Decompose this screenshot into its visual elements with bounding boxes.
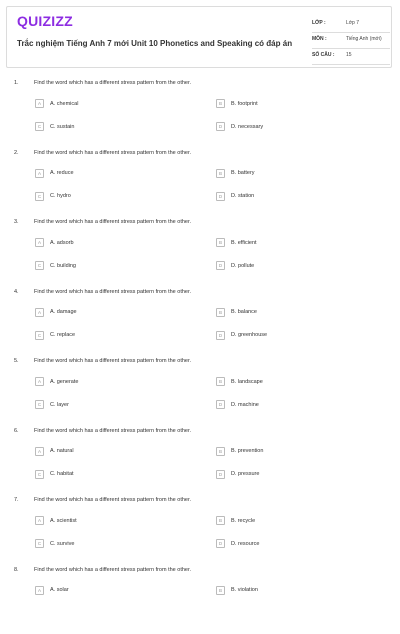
- option-text: C. replace: [50, 332, 75, 338]
- option-letter-box[interactable]: B: [216, 377, 225, 386]
- question-number: 1.: [14, 80, 19, 86]
- question-item: [0, 495, 400, 565]
- option-letter-box[interactable]: D: [216, 539, 225, 548]
- option-letter-box[interactable]: B: [216, 308, 225, 317]
- option-text: A. adsorb: [50, 240, 74, 246]
- option-text: B. violation: [231, 587, 258, 593]
- option-letter-box[interactable]: C: [35, 331, 44, 340]
- question-text: Find the word which has a different stress pattern from the other.: [34, 80, 191, 86]
- subject-row: [312, 33, 390, 49]
- question-number: 7.: [14, 497, 19, 503]
- option-letter-box[interactable]: B: [216, 516, 225, 525]
- option-letter-box[interactable]: A: [35, 308, 44, 317]
- option-text: A. damage: [50, 309, 77, 315]
- question-text: Find the word which has a different stress pattern from the other.: [34, 428, 191, 434]
- count-row: [312, 49, 390, 65]
- option-text: C. hydro: [50, 193, 71, 199]
- option-text: B. efficient: [231, 240, 257, 246]
- question-number: 4.: [14, 289, 19, 295]
- option-letter-box[interactable]: C: [35, 192, 44, 201]
- option-letter-box[interactable]: D: [216, 122, 225, 131]
- option-letter-box[interactable]: D: [216, 192, 225, 201]
- question-list: [0, 78, 400, 634]
- option-letter-box[interactable]: C: [35, 261, 44, 270]
- question-item: [0, 426, 400, 496]
- option-text: C. habitat: [50, 471, 74, 477]
- quizizz-logo[interactable]: QUIZIZZ: [17, 13, 73, 29]
- option-text: B. footprint: [231, 101, 258, 107]
- question-item: [0, 148, 400, 218]
- question-number: 3.: [14, 219, 19, 225]
- subject-value: Tiếng Anh (mới): [346, 36, 382, 42]
- question-text: Find the word which has a different stress pattern from the other.: [34, 567, 191, 573]
- option-letter-box[interactable]: A: [35, 238, 44, 247]
- count-value: 15: [346, 52, 352, 58]
- option-letter-box[interactable]: C: [35, 400, 44, 409]
- option-letter-box[interactable]: B: [216, 238, 225, 247]
- question-number: 8.: [14, 567, 19, 573]
- option-text: D. pollute: [231, 263, 254, 269]
- option-text: A. generate: [50, 379, 78, 385]
- option-letter-box[interactable]: A: [35, 586, 44, 595]
- question-text: Find the word which has a different stress pattern from the other.: [34, 358, 191, 364]
- option-letter-box[interactable]: A: [35, 169, 44, 178]
- page-title: Trắc nghiệm Tiếng Anh 7 mới Unit 10 Phonetics and Speaking có đáp án: [17, 39, 292, 48]
- option-letter-box[interactable]: D: [216, 470, 225, 479]
- option-text: C. survive: [50, 541, 74, 547]
- option-letter-box[interactable]: C: [35, 470, 44, 479]
- option-letter-box[interactable]: A: [35, 377, 44, 386]
- option-text: A. natural: [50, 448, 74, 454]
- question-number: 2.: [14, 150, 19, 156]
- option-text: D. resource: [231, 541, 259, 547]
- option-letter-box[interactable]: A: [35, 99, 44, 108]
- question-item: [0, 565, 400, 634]
- subject-label: MÔN :: [312, 36, 327, 42]
- question-item: [0, 287, 400, 357]
- option-text: C. sustain: [50, 124, 74, 130]
- question-item: [0, 78, 400, 148]
- option-letter-box[interactable]: A: [35, 447, 44, 456]
- option-text: A. chemical: [50, 101, 78, 107]
- question-text: Find the word which has a different stress pattern from the other.: [34, 497, 191, 503]
- option-text: A. solar: [50, 587, 69, 593]
- option-text: D. necessary: [231, 124, 263, 130]
- question-text: Find the word which has a different stress pattern from the other.: [34, 219, 191, 225]
- question-text: Find the word which has a different stress pattern from the other.: [34, 150, 191, 156]
- count-label: SỐ CÂU :: [312, 52, 335, 58]
- grade-row: [312, 17, 390, 33]
- worksheet-header: [6, 6, 392, 68]
- option-text: B. balance: [231, 309, 257, 315]
- grade-label: LỚP :: [312, 20, 326, 26]
- option-letter-box[interactable]: B: [216, 169, 225, 178]
- option-text: A. reduce: [50, 170, 74, 176]
- question-number: 5.: [14, 358, 19, 364]
- option-letter-box[interactable]: C: [35, 539, 44, 548]
- option-text: A. scientist: [50, 518, 77, 524]
- option-text: D. pressure: [231, 471, 259, 477]
- option-letter-box[interactable]: D: [216, 331, 225, 340]
- option-letter-box[interactable]: B: [216, 447, 225, 456]
- option-letter-box[interactable]: D: [216, 400, 225, 409]
- question-text: Find the word which has a different stress pattern from the other.: [34, 289, 191, 295]
- option-text: B. landscape: [231, 379, 263, 385]
- question-item: [0, 356, 400, 426]
- question-number: 6.: [14, 428, 19, 434]
- option-text: B. prevention: [231, 448, 263, 454]
- option-letter-box[interactable]: D: [216, 261, 225, 270]
- worksheet-meta: [312, 17, 390, 65]
- option-text: D. machine: [231, 402, 259, 408]
- option-text: B. recycle: [231, 518, 255, 524]
- option-letter-box[interactable]: B: [216, 99, 225, 108]
- option-letter-box[interactable]: A: [35, 516, 44, 525]
- option-text: D. station: [231, 193, 254, 199]
- question-item: [0, 217, 400, 287]
- option-letter-box[interactable]: C: [35, 122, 44, 131]
- option-text: B. battery: [231, 170, 255, 176]
- option-text: C. building: [50, 263, 76, 269]
- option-text: C. layer: [50, 402, 69, 408]
- option-letter-box[interactable]: B: [216, 586, 225, 595]
- option-text: D. greenhouse: [231, 332, 267, 338]
- grade-value: Lớp 7: [346, 20, 359, 26]
